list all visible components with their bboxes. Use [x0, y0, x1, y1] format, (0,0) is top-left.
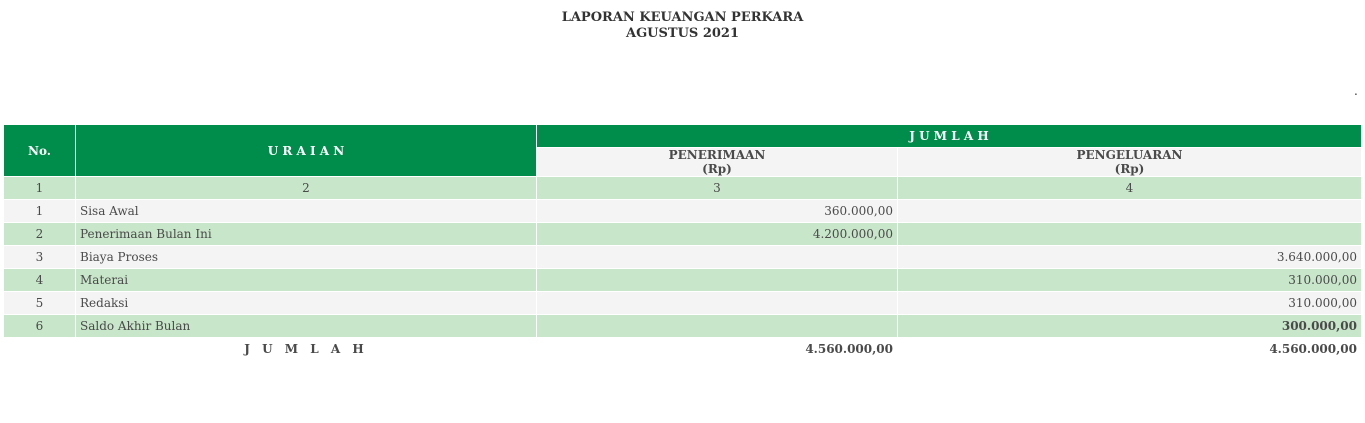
row-no: 3	[4, 246, 76, 269]
row-uraian: Penerimaan Bulan Ini	[76, 223, 537, 246]
row-penerimaan	[537, 246, 898, 269]
report-period: AGUSTUS 2021	[625, 26, 740, 41]
header-jumlah: J U M L A H	[537, 125, 1362, 148]
header-uraian: U R A I A N	[76, 125, 537, 177]
table-row	[4, 269, 1362, 292]
row-penerimaan	[537, 269, 898, 292]
row-uraian: Biaya Proses	[76, 246, 537, 269]
column-number-row	[4, 177, 1362, 200]
column-number: 4	[898, 177, 1362, 200]
penerimaan-currency: (Rp)	[702, 162, 732, 176]
financial-report-table	[3, 124, 1362, 361]
row-pengeluaran: 310.000,00	[898, 269, 1362, 292]
header-penerimaan	[537, 148, 898, 177]
total-no-empty	[4, 338, 76, 361]
column-number: 1	[4, 177, 76, 200]
row-pengeluaran	[898, 200, 1362, 223]
row-penerimaan: 4.200.000,00	[537, 223, 898, 246]
table-row	[4, 223, 1362, 246]
table-row	[4, 200, 1362, 223]
table-row	[4, 292, 1362, 315]
row-uraian: Sisa Awal	[76, 200, 537, 223]
total-row	[4, 338, 1362, 361]
row-pengeluaran: 300.000,00	[898, 315, 1362, 338]
row-uraian: Redaksi	[76, 292, 537, 315]
total-pengeluaran: 4.560.000,00	[898, 338, 1362, 361]
header-pengeluaran	[898, 148, 1362, 177]
column-number: 3	[537, 177, 898, 200]
row-uraian: Saldo Akhir Bulan	[76, 315, 537, 338]
penerimaan-label: PENERIMAAN	[668, 148, 766, 162]
row-no: 6	[4, 315, 76, 338]
report-title-main: LAPORAN KEUANGAN PERKARA	[561, 10, 804, 25]
row-no: 1	[4, 200, 76, 223]
row-penerimaan	[537, 315, 898, 338]
row-penerimaan: 360.000,00	[537, 200, 898, 223]
total-label: J U M L A H	[76, 338, 537, 361]
row-pengeluaran: 310.000,00	[898, 292, 1362, 315]
row-uraian: Materai	[76, 269, 537, 292]
total-penerimaan: 4.560.000,00	[537, 338, 898, 361]
dot-mark: .	[1354, 84, 1358, 98]
row-pengeluaran: 3.640.000,00	[898, 246, 1362, 269]
row-no: 2	[4, 223, 76, 246]
table-row	[4, 315, 1362, 338]
column-number: 2	[76, 177, 537, 200]
row-penerimaan	[537, 292, 898, 315]
pengeluaran-currency: (Rp)	[1114, 162, 1145, 176]
row-no: 4	[4, 269, 76, 292]
table-row	[4, 246, 1362, 269]
header-no: No.	[4, 125, 76, 177]
row-pengeluaran	[898, 223, 1362, 246]
report-title	[0, 10, 1365, 42]
row-no: 5	[4, 292, 76, 315]
pengeluaran-label: PENGELUARAN	[1076, 148, 1183, 162]
